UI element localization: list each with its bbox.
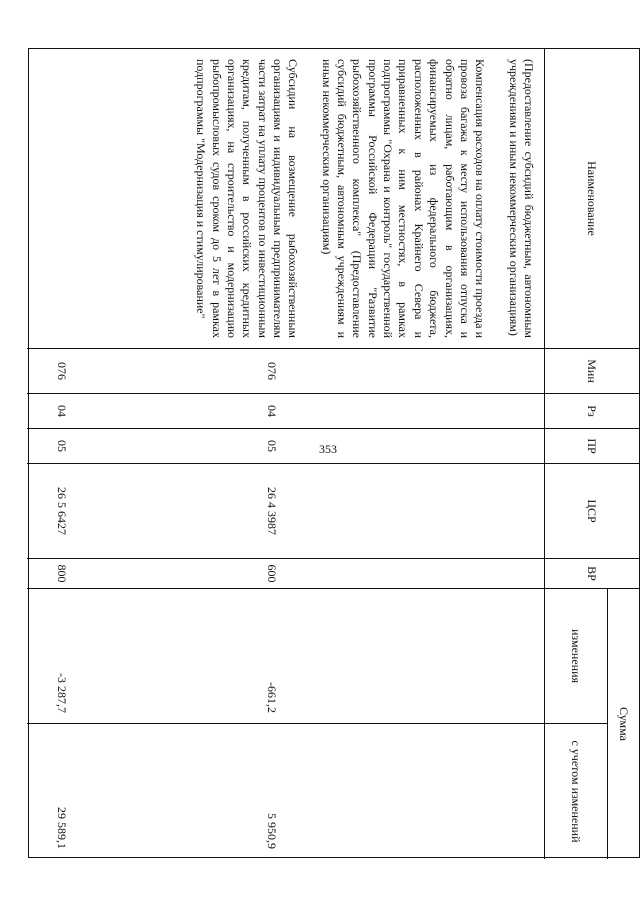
row-3-rz: 04: [55, 405, 69, 417]
row-3-vr: 800: [55, 564, 69, 583]
table-header: [544, 49, 639, 859]
rotated-table-wrapper: [28, 48, 640, 858]
row-2-pr: 05: [265, 440, 279, 452]
min-column: [27, 349, 544, 394]
row-3-pr: 05: [55, 440, 69, 452]
row-2-csr: 26 4 3987: [265, 487, 279, 535]
rz-column: [27, 394, 544, 429]
row-1-name: (Предоставление субсидий бюджетным, автономным учреждениям и иным некоммерческим организациям): [506, 59, 536, 338]
row-3-min: 076: [55, 362, 69, 380]
csr-column: [27, 464, 544, 559]
row-3-change: -3 287,7: [55, 673, 69, 713]
pr-column: [27, 429, 544, 464]
row-2-name: Компенсация расходов на оплату стоимости проезда и провоза багажа к месту использования отпуска и обратно лицам, работающим в организациях, финансируемых из федерального бюджета, расположенных в районах Крайнего Севера и приравненных к ним местностях, в рамках подпрограммы "Охрана и контроль" государственной программы Российской Федерации "Развитие рыбохозяйственного комплекса" (Предоставление субсидий бюджетным, автономным учреждениям и иным некоммерческим организациям): [319, 59, 488, 338]
header-sum-with-changes: с учетом изменений: [569, 740, 584, 843]
header-min: Мин: [544, 349, 639, 394]
row-2-total: 5 950,9: [265, 813, 279, 849]
table-body: [27, 49, 544, 859]
row-2-rz: 04: [265, 405, 279, 417]
row-2-min: 076: [265, 362, 279, 380]
row-3-total: 29 589,1: [55, 807, 69, 849]
header-csr: ЦСР: [544, 464, 639, 559]
header-sum: Сумма: [607, 589, 639, 859]
change-column: [27, 589, 544, 724]
row-3-name: Субсидии на возмещение рыбохозяйственным организациям и индивидуальным предпринимателям части затрат на уплату процентов по инвестиционным кредитам, полученным в российских кредитных организациях, на строительство и модернизацию рыбопромысловых судов сроком до 5 лет в рамках подпрограммы "Модернизация и стимулирование": [194, 59, 301, 338]
vr-column: [27, 559, 544, 589]
row-3-csr: 26 5 6427: [55, 487, 69, 535]
header-rz: Рз: [544, 394, 639, 429]
total-column: [27, 724, 544, 859]
name-column: [27, 49, 544, 349]
page-number: 353: [319, 442, 337, 456]
header-sum-change: изменения: [544, 589, 607, 724]
budget-table: [28, 48, 640, 858]
header-pr: ПР: [544, 429, 639, 464]
row-2-vr: 600: [265, 564, 279, 583]
header-vr: ВР: [544, 559, 639, 589]
row-2-change: -661,2: [265, 682, 279, 713]
header-name: Наименование: [544, 49, 639, 349]
